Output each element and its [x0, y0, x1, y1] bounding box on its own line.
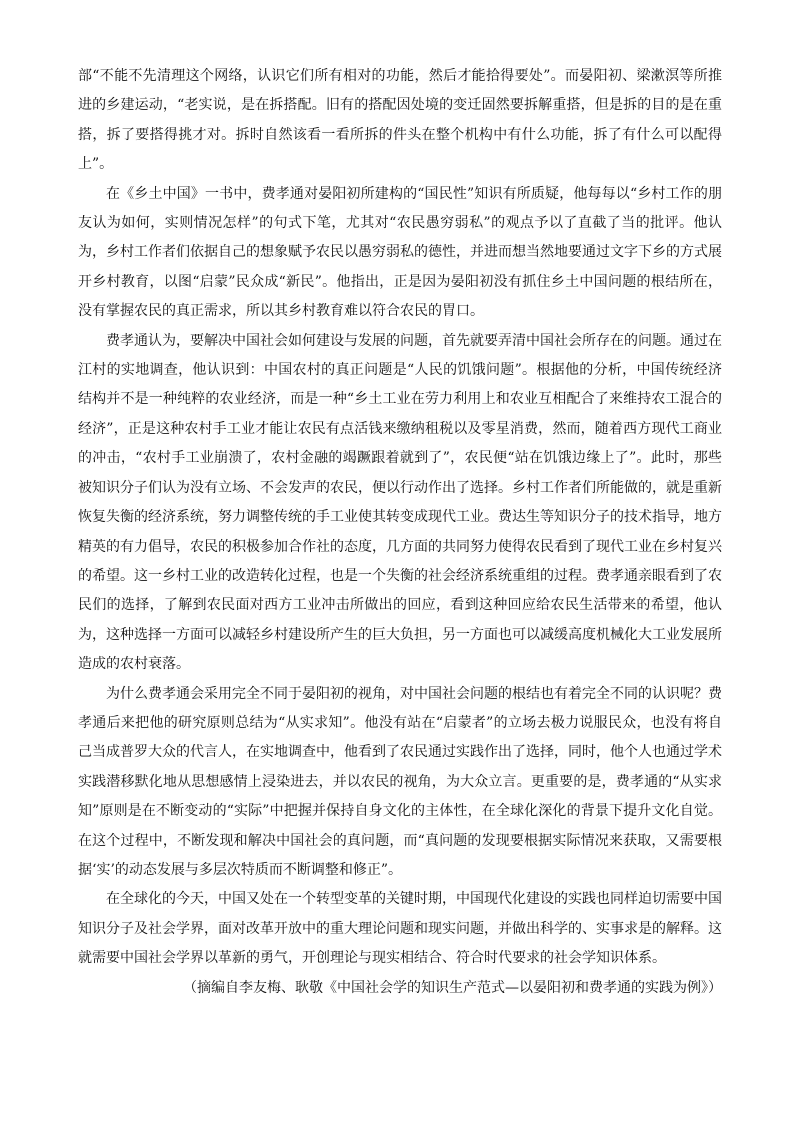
- article-body: [78, 62, 722, 1003]
- source-citation: （摘编自李友梅、耿敬《中国社会学的知识生产范式—以晏阳初和费孝通的实践为例》）: [183, 979, 722, 996]
- paragraph-3: 费孝通认为，要解决中国社会如何建设与发展的问题，首先就要弄清中国社会所存在的问题。通过在江村的实地调查，他认识到：中国农村的真正问题是“人民的饥饿问题”。根据他的分析，中国传统经济结构并不是一种纯粹的农业经济，而是一种“乡土工业在劳力利用上和农业互相配合了来维持农工混合的经济”，正是这种农村手工业才能让农民有点活钱来缴纳租税以及零星消费，然而，随着西方现代工商业的冲击，“农村手工业崩溃了，农村金融的竭蹶跟着就到了”，农民便“站在饥饿边缘上了”。此时，那些被知识分子们认为没有立场、不会发声的农民，便以行动作出了选择。乡村工作者们所能做的，就是重新恢复失衡的经济系统，努力调整传统的手工业使其转变成现代工业。费达生等知识分子的技术指导，地方精英的有力倡导，农民的积极参加合作社的态度，几方面的共同努力使得农民看到了现代工业在乡村复兴的希望。这一乡村工业的改造转化过程，也是一个失衡的社会经济系统重组的过程。费孝通亲眼看到了农民们的选择，了解到农民面对西方工业冲击所做出的回应，看到这种回应给农民生活带来的希望，他认为，这种选择一方面可以减轻乡村建设所产生的巨大负担，另一方面也可以减缓高度机械化大工业发展所造成的农村衰落。: [78, 332, 722, 673]
- paragraph-5: 在全球化的今天，中国又处在一个转型变革的关键时期，中国现代化建设的实践也同样迫切需要中国知识分子及社会学界，面对改革开放中的重大理论问题和现实问题，并做出科学的、实事求是的解释。这就需要中国社会学界以革新的勇气，开创理论与现实相结合、符合时代要求的社会学知识体系。: [78, 891, 722, 967]
- paragraph-2: 在《乡土中国》一书中，费孝通对晏阳初所建构的“国民性”知识有所质疑，他每每以“乡村工作的朋友认为如何，实则情况怎样”的句式下笔，尤其对“农民愚穷弱私”的观点予以了直截了当的批评。他认为，乡村工作者们依据自己的想象赋予农民以愚穷弱私的德性，并进而想当然地要通过文字下乡的方式展开乡村教育，以图“启蒙”民众成“新民”。他指出，正是因为晏阳初没有抓住乡土中国问题的根结所在，没有掌握农民的真正需求，所以其乡村教育难以符合农民的胃口。: [78, 185, 722, 320]
- paragraph-1-continuation: 部“不能不先清理这个网络，认识它们所有相对的功能，然后才能拾得要处”。而晏阳初、梁漱溟等所推进的乡建运动，“老实说，是在拆搭配。旧有的搭配因处境的变迁固然要拆解重搭，但是拆的目的是在重搭，拆了要搭得挑才对。拆时自然该看一看所拆的件头在整个机构中有什么功能，拆了有什么可以配得上”。: [78, 68, 722, 173]
- paragraph-4: 为什么费孝通会采用完全不同于晏阳初的视角，对中国社会问题的根结也有着完全不同的认识呢？费孝通后来把他的研究原则总结为“从实求知”。他没有站在“启蒙者”的立场去极力说服民众，也没有将自己当成普罗大众的代言人，在实地调查中，他看到了农民通过实践作出了选择，同时，他个人也通过学术实践潜移默化地从思想感情上浸染进去，并以农民的视角，为大众立言。更重要的是，费孝通的“从实求知”原则是在不断变动的“实际”中把握并保持自身文化的主体性，在全球化深化的背景下提升文化自觉。在这个过程中，不断发现和解决中国社会的真问题，而“真问题的发现要根据实际情况来获取，又需要根据‘实’的动态发展与多层次特质而不断调整和修正”。: [78, 685, 722, 878]
